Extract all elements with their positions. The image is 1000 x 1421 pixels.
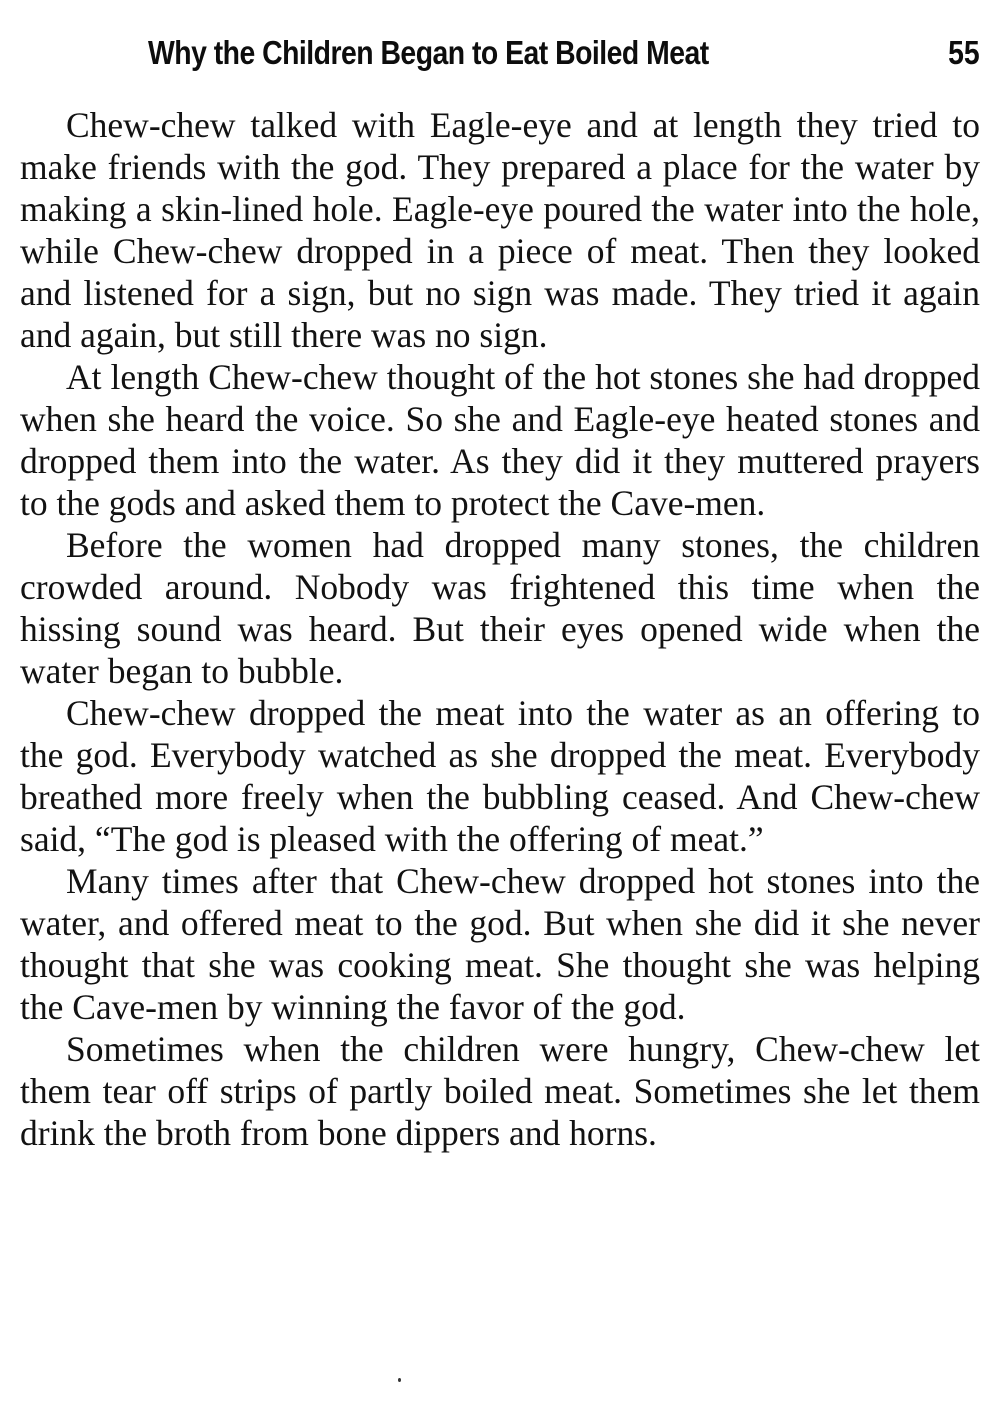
paragraph: At length Chew-chew thought of the hot stones she had dropped when she heard the voice. So she and Eagle-eye heated stones and dropped them into the water. As they did it they muttered prayers to the gods and asked them to protect the Cave-men.	[20, 357, 980, 523]
paragraph: Chew-chew dropped the meat into the water as an offering to the god. Everybody watched as she dropped the meat. Everybody breathed more freely when the bubbling ceased. And Chew-chew said, “The god is pleased with the offering of meat.”	[20, 693, 980, 859]
chapter-title: Why the Children Began to Eat Boiled Meat	[148, 34, 709, 71]
running-head	[0, 30, 1000, 82]
page-number: 55	[948, 34, 980, 71]
paragraph: Before the women had dropped many stones, the children crowded around. Nobody was frightened this time when the hissing sound was heard. But their eyes opened wide when the water began to bubble.	[20, 525, 980, 691]
print-speck	[398, 1378, 401, 1382]
paragraph: Many times after that Chew-chew dropped hot stones into the water, and offered meat to the god. But when she did it she never thought that she was cooking meat. She thought she was helping the Cave-men by winning the favor of the god.	[20, 861, 980, 1027]
paragraph: Sometimes when the children were hungry, Chew-chew let them tear off strips of partly boiled meat. Sometimes she let them drink the broth from bone dippers and horns.	[20, 1029, 980, 1153]
paragraph: Chew-chew talked with Eagle-eye and at length they tried to make friends with the god. They prepared a place for the water by making a skin-lined hole. Eagle-eye poured the water into the hole, while Chew-chew dropped in a piece of meat. Then they looked and listened for a sign, but no sign was made. They tried it again and again, but still there was no sign.	[20, 105, 980, 355]
body-text	[20, 104, 980, 1154]
